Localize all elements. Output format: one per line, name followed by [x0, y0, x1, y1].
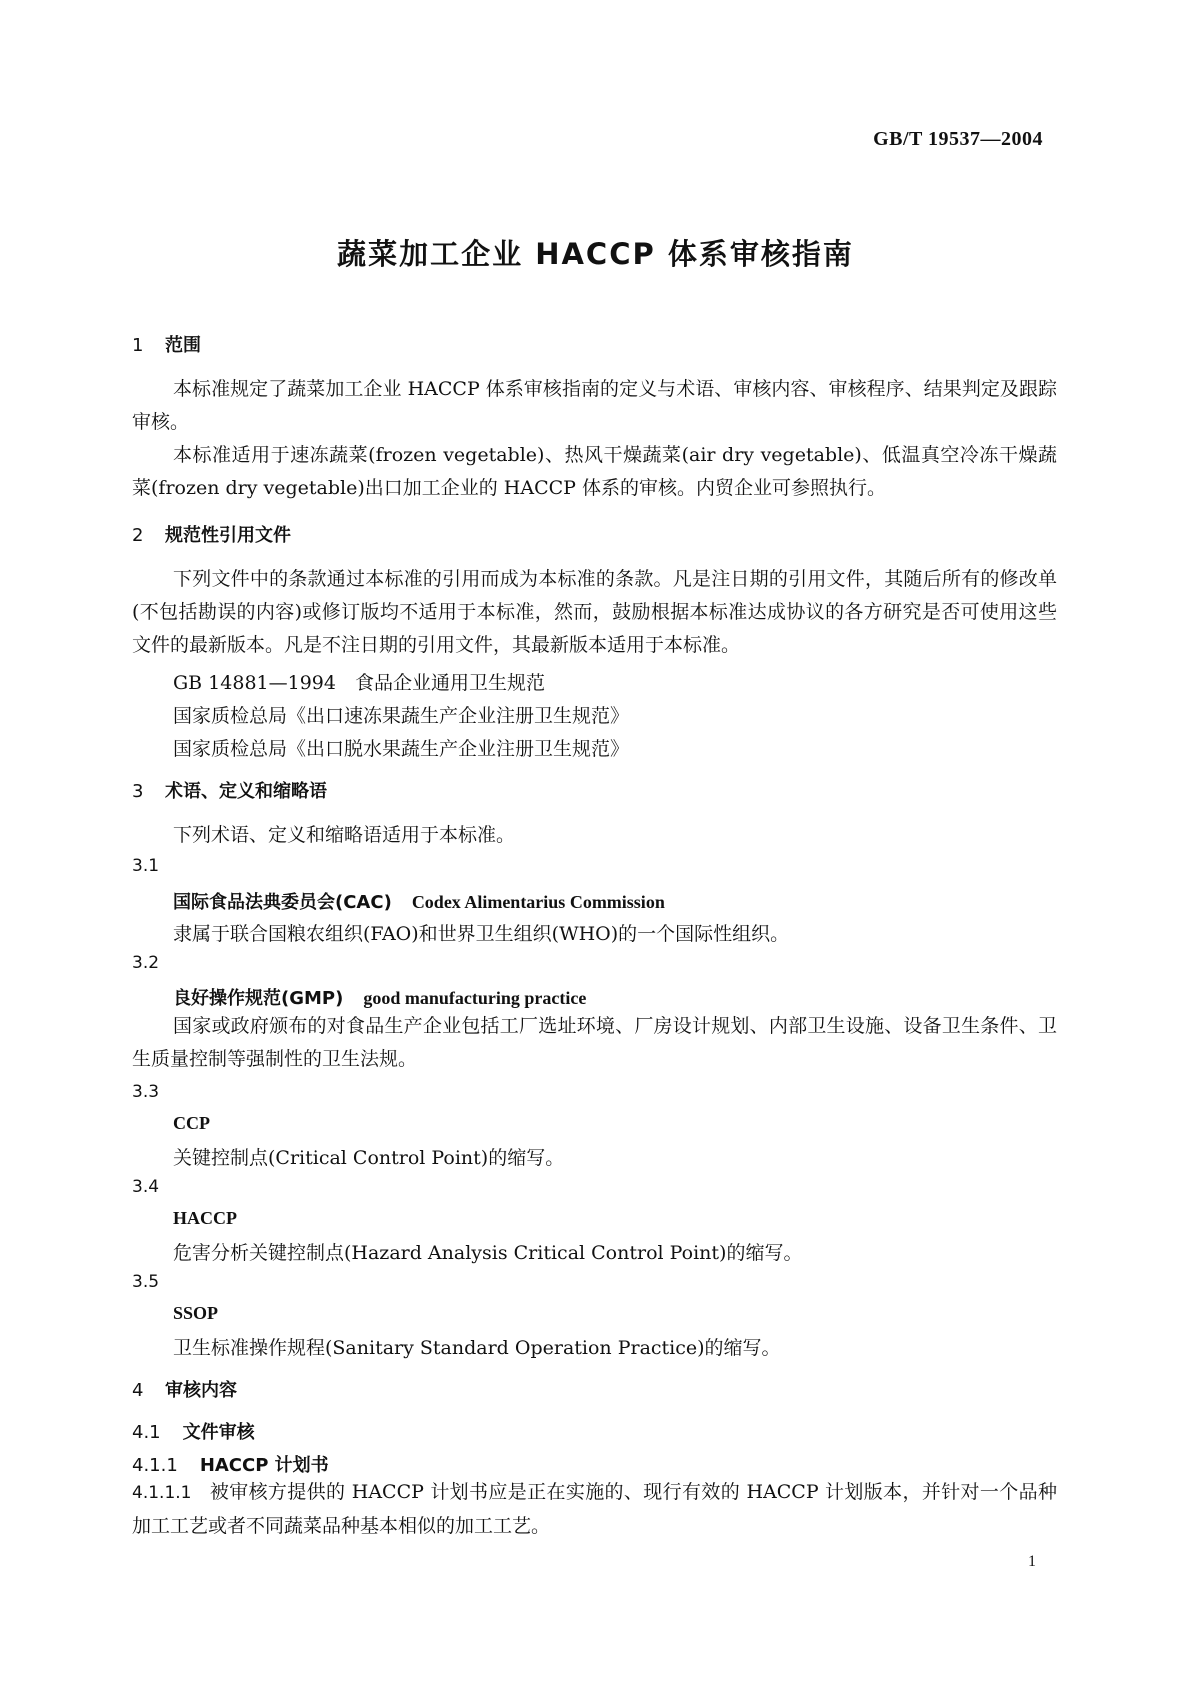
- subsection-number: 4.1: [132, 1422, 161, 1443]
- section-1-heading: [132, 331, 201, 357]
- section-title: 术语、定义和缩略语: [165, 781, 327, 802]
- reference-2: 国家质检总局《出口速冻果蔬生产企业注册卫生规范》: [173, 705, 630, 727]
- section-2-heading: [132, 521, 291, 547]
- clause-text: 被审核方提供的 HACCP 计划书应是正在实施的、现行有效的 HACCP 计划版本，并针对一个品种加工工艺或者不同蔬菜品种基本相似的加工工艺。: [132, 1481, 1057, 1537]
- subsection-4-1-1: [132, 1451, 329, 1477]
- section-title: 范围: [165, 335, 201, 356]
- term-zh: 良好操作规范(GMP): [173, 988, 344, 1009]
- term-number: 3.5: [132, 1272, 160, 1292]
- reference-1: GB 14881—1994 食品企业通用卫生规范: [173, 672, 545, 694]
- term-definition: 国家或政府颁布的对食品生产企业包括工厂选址环境、厂房设计规划、内部卫生设施、设备卫生条件、卫生质量控制等强制性的卫生法规。: [132, 1015, 1057, 1070]
- term-definition: 危害分析关键控制点(Hazard Analysis Critical Control Point)的缩写。: [173, 1242, 803, 1264]
- section-title: 规范性引用文件: [165, 525, 291, 546]
- subsection-title: 文件审核: [182, 1422, 255, 1443]
- section-3-heading: [132, 777, 327, 803]
- term-en: Codex Alimentarius Commission: [411, 892, 665, 912]
- term-en: HACCP: [173, 1208, 237, 1228]
- section-number: 2: [132, 525, 144, 546]
- section-3-intro: 下列术语、定义和缩略语适用于本标准。: [173, 824, 516, 846]
- subsection-title: HACCP 计划书: [199, 1455, 329, 1476]
- section-number: 4: [132, 1380, 144, 1401]
- page-number: 1: [1028, 1553, 1036, 1570]
- reference-3: 国家质检总局《出口脱水果蔬生产企业注册卫生规范》: [173, 738, 630, 760]
- term-definition: 卫生标准操作规程(Sanitary Standard Operation Practice)的缩写。: [173, 1337, 781, 1359]
- section-1-paragraph-2: 本标准适用于速冻蔬菜(frozen vegetable)、热风干燥蔬菜(air dry vegetable)、低温真空冷冻干燥蔬菜(frozen dry vegetable)出口加工企业的 HACCP 体系的审核。内贸企业可参照执行。: [132, 444, 1057, 499]
- term-zh: 国际食品法典委员会(CAC): [173, 892, 392, 913]
- term-number: 3.4: [132, 1177, 160, 1197]
- term-definition: 隶属于联合国粮农组织(FAO)和世界卫生组织(WHO)的一个国际性组织。: [173, 923, 790, 945]
- term-heading: [173, 984, 586, 1010]
- clause-number: 4.1.1.1: [132, 1483, 192, 1503]
- section-number: 1: [132, 335, 144, 356]
- term-number: 3.3: [132, 1082, 160, 1102]
- clause-4-1-1-1: [132, 1476, 1057, 1543]
- section-1-paragraph-1: 本标准规定了蔬菜加工企业 HACCP 体系审核指南的定义与术语、审核内容、审核程序、结果判定及跟踪审核。: [132, 378, 1057, 433]
- section-2-paragraph: 下列文件中的条款通过本标准的引用而成为本标准的条款。凡是注日期的引用文件，其随后所有的修改单(不包括勘误的内容)或修订版均不适用于本标准，然而，鼓励根据本标准达成协议的各方研究是否可使用这些文件的最新版本。凡是不注日期的引用文件，其最新版本适用于本标准。: [132, 568, 1057, 656]
- section-number: 3: [132, 781, 144, 802]
- term-number: 3.1: [132, 856, 160, 876]
- term-number: 3.2: [132, 953, 160, 973]
- standard-code: GB/T 19537—2004: [873, 128, 1043, 150]
- term-en: good manufacturing practice: [363, 988, 587, 1008]
- term-heading: [173, 888, 665, 914]
- term-definition: 关键控制点(Critical Control Point)的缩写。: [173, 1147, 565, 1169]
- section-4-heading: [132, 1376, 237, 1402]
- subsection-4-1: [132, 1418, 255, 1444]
- subsection-number: 4.1.1: [132, 1455, 178, 1476]
- term-en: CCP: [173, 1113, 210, 1133]
- term-en: SSOP: [173, 1303, 219, 1323]
- document-title: 蔬菜加工企业 HACCP 体系审核指南: [337, 237, 854, 271]
- section-title: 审核内容: [165, 1380, 237, 1401]
